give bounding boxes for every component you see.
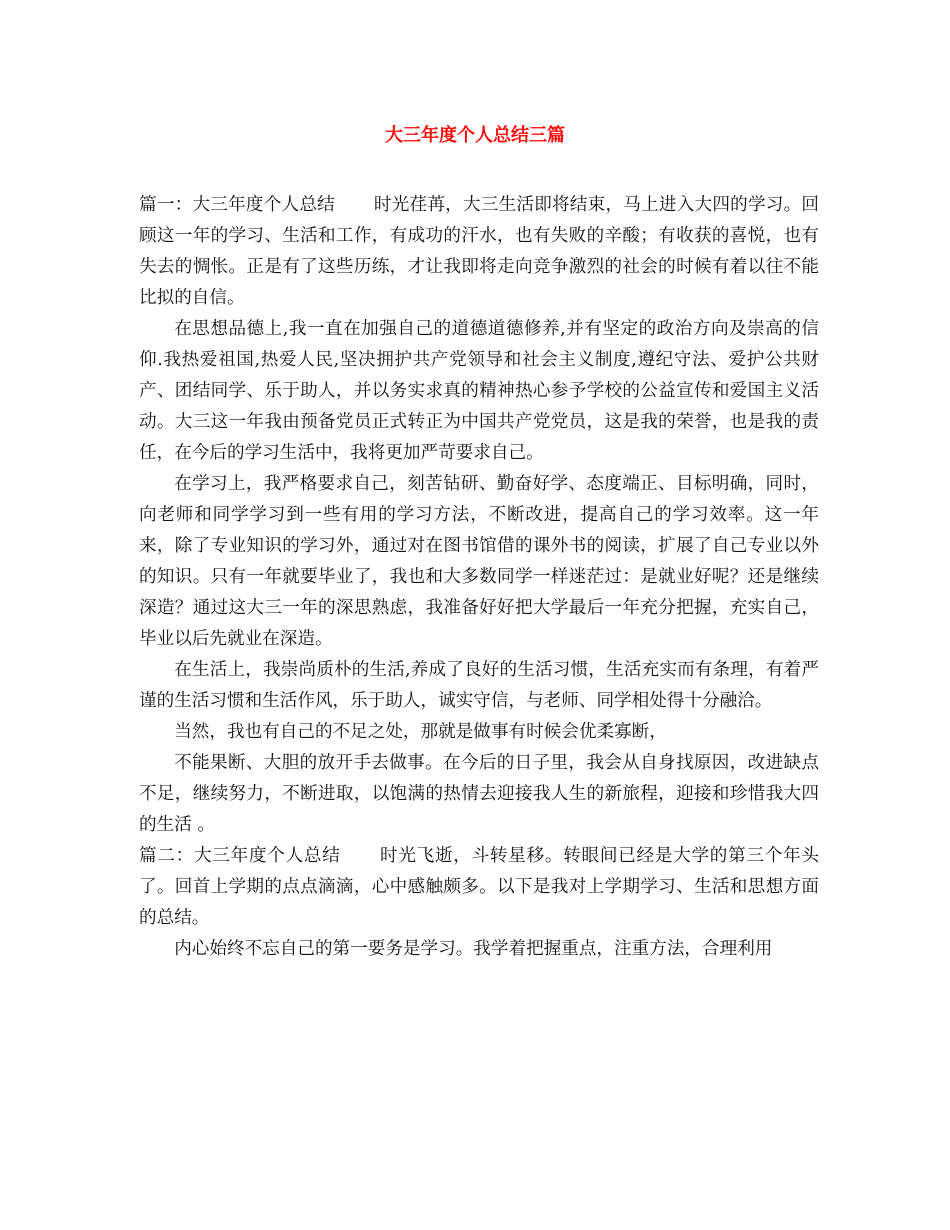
paragraph-1 bbox=[139, 190, 819, 314]
paragraph-2: 在思想品德上,我一直在加强自己的道德道德修养,并有坚定的政治方向及崇高的信仰.我热爱祖国,热爱人民,坚决拥护共产党领导和社会主义制度,遵纪守法、爱护公共财产、团结同学、乐于助人，并以务实求真的精神热心参予学校的公益宣传和爱国主义活动。大三这一年我由预备党员正式转正为中国共产党党员，这是我的荣誉，也是我的责任，在今后的学习生活中，我将更加严苛要求自己。 bbox=[139, 319, 819, 463]
section-heading-1: 篇一：大三年度个人总结 bbox=[139, 195, 335, 215]
paragraph-1-text: 时光荏苒，大三生活即将结束，马上进入大四的学习。回顾这一年的学习、生活和工作，有成功的汗水，也有失败的辛酸；有收获的喜悦，也有失去的惆怅。正是有了这些历练，才让我即将走向竞争激烈的社会的时候有着以往不能比拟的自信。 bbox=[139, 195, 819, 308]
paragraph-7 bbox=[139, 841, 819, 934]
paragraph-8: 内心始终不忘自己的第一要务是学习。我学着把握重点，注重方法，合理利用 bbox=[174, 939, 773, 959]
paragraph-6: 不能果断、大胆的放开手去做事。在今后的日子里，我会从自身找原因，改进缺点不足，继续努力，不断进取，以饱满的热情去迎接我人生的新旅程，迎接和珍惜我大四的生活 。 bbox=[139, 753, 819, 835]
document-title: 大三年度个人总结三篇 bbox=[385, 125, 565, 146]
document-body bbox=[139, 190, 819, 965]
paragraph-7-text: 时光飞逝，斗转星移。转眼间已经是大学的第三个年头了。回首上学期的点点滴滴，心中感触颇多。以下是我对上学期学习、生活和思想方面的总结。 bbox=[139, 846, 819, 928]
paragraph-3: 在学习上，我严格要求自己，刻苦钻研、勤奋好学、态度端正、目标明确，同时，向老师和同学学习到一些有用的学习方法，不断改进，提高自己的学习效率。这一年来，除了专业知识的学习外，通过对在图书馆借的课外书的阅读，扩展了自己专业以外的知识。只有一年就要毕业了，我也和大多数同学一样迷茫过：是就业好呢？还是继续深造？通过这大三一年的深思熟虑，我准备好好把大学最后一年充分把握，充实自己，毕业以后先就业在深造。 bbox=[139, 474, 819, 649]
paragraph-4: 在生活上，我崇尚质朴的生活,养成了良好的生活习惯，生活充实而有条理，有着严谨的生活习惯和生活作风，乐于助人，诚实守信，与老师、同学相处得十分融洽。 bbox=[139, 660, 819, 711]
paragraph-5: 当然，我也有自己的不足之处，那就是做事有时候会优柔寡断， bbox=[174, 722, 667, 742]
section-heading-2: 篇二：大三年度个人总结 bbox=[139, 846, 341, 866]
